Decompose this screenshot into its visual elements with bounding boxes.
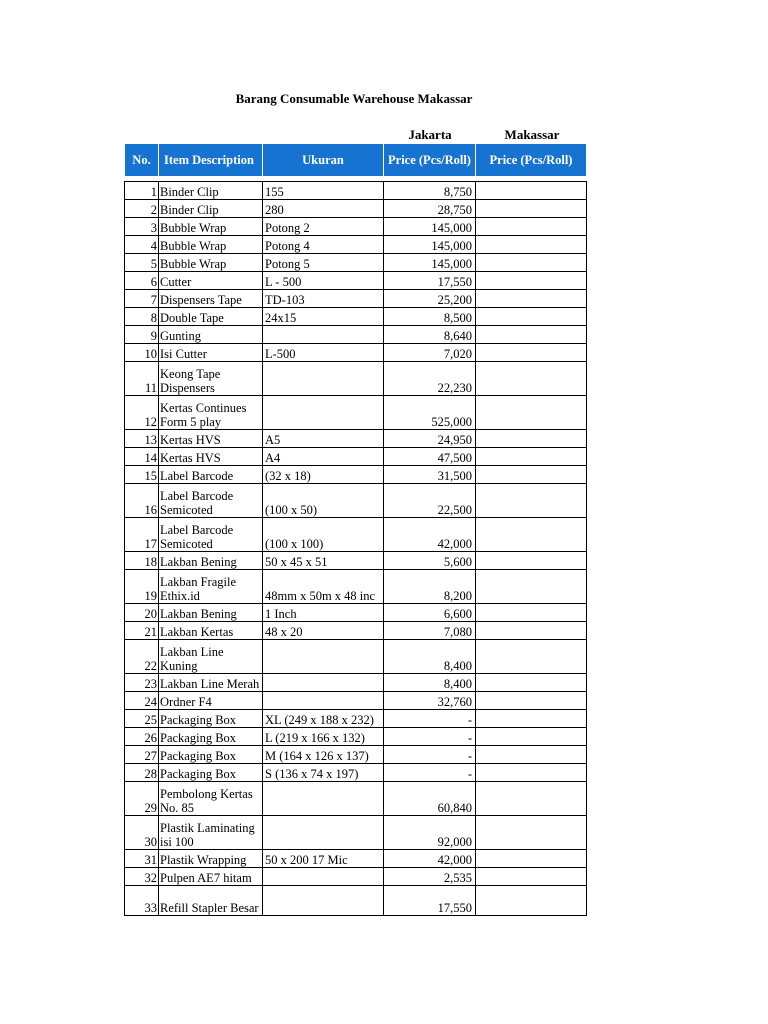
table-row xyxy=(125,272,587,290)
table-row xyxy=(125,326,587,344)
cell-no: 17 xyxy=(125,518,159,552)
cell-no: 6 xyxy=(125,272,159,290)
cell-price-jakarta: - xyxy=(384,710,476,728)
cell-item-description: Lakban Line Kuning xyxy=(159,640,263,674)
cell-no: 8 xyxy=(125,308,159,326)
cell-item-description: Gunting xyxy=(159,326,263,344)
cell-price-jakarta: 8,200 xyxy=(384,570,476,604)
cell-price-makassar xyxy=(476,344,587,362)
cell-price-jakarta: 42,000 xyxy=(384,518,476,552)
cell-price-jakarta: 2,535 xyxy=(384,868,476,886)
cell-price-makassar xyxy=(476,552,587,570)
cell-no: 29 xyxy=(125,782,159,816)
cell-no: 3 xyxy=(125,218,159,236)
cell-price-makassar xyxy=(476,362,587,396)
cell-price-makassar xyxy=(476,728,587,746)
cell-price-jakarta: 6,600 xyxy=(384,604,476,622)
cell-price-jakarta: 24,950 xyxy=(384,430,476,448)
cell-no: 14 xyxy=(125,448,159,466)
cell-item-description: Pembolong Kertas No. 85 xyxy=(159,782,263,816)
cell-no: 10 xyxy=(125,344,159,362)
cell-price-jakarta: 31,500 xyxy=(384,466,476,484)
cell-price-makassar xyxy=(476,886,587,916)
cell-item-description: Binder Clip xyxy=(159,200,263,218)
cell-ukuran: M (164 x 126 x 137) xyxy=(263,746,384,764)
cell-price-makassar xyxy=(476,254,587,272)
cell-price-makassar xyxy=(476,850,587,868)
cell-price-jakarta: 17,550 xyxy=(384,272,476,290)
cell-item-description: Lakban Kertas xyxy=(159,622,263,640)
table-row xyxy=(125,254,587,272)
cell-item-description: Bubble Wrap xyxy=(159,218,263,236)
cell-price-makassar xyxy=(476,218,587,236)
cell-no: 21 xyxy=(125,622,159,640)
cell-item-description: Pulpen AE7 hitam xyxy=(159,868,263,886)
cell-ukuran xyxy=(263,782,384,816)
cell-price-makassar xyxy=(476,200,587,218)
cell-item-description: Label Barcode Semicoted xyxy=(159,518,263,552)
cell-price-makassar xyxy=(476,692,587,710)
cell-price-jakarta: 7,080 xyxy=(384,622,476,640)
cell-item-description: Refill Stapler Besar xyxy=(159,886,263,916)
cell-item-description: Lakban Fragile Ethix.id xyxy=(159,570,263,604)
table-row xyxy=(125,728,587,746)
cell-price-jakarta: 8,400 xyxy=(384,640,476,674)
table-row xyxy=(125,290,587,308)
cell-item-description: Packaging Box xyxy=(159,710,263,728)
cell-item-description: Ordner F4 xyxy=(159,692,263,710)
table-row xyxy=(125,604,587,622)
cell-item-description: Kertas HVS xyxy=(159,430,263,448)
cell-item-description: Kertas Continues Form 5 play xyxy=(159,396,263,430)
cell-item-description: Lakban Line Merah xyxy=(159,674,263,692)
cell-price-jakarta: 17,550 xyxy=(384,886,476,916)
cell-no: 19 xyxy=(125,570,159,604)
cell-no: 33 xyxy=(125,886,159,916)
table-row xyxy=(125,182,587,200)
cell-price-makassar xyxy=(476,448,587,466)
cell-ukuran: Potong 5 xyxy=(263,254,384,272)
cell-item-description: Keong Tape Dispensers xyxy=(159,362,263,396)
table-row xyxy=(125,764,587,782)
cell-ukuran xyxy=(263,396,384,430)
cell-ukuran: 50 x 200 17 Mic xyxy=(263,850,384,868)
cell-ukuran xyxy=(263,362,384,396)
table-header xyxy=(125,144,587,182)
cell-price-makassar xyxy=(476,622,587,640)
cell-ukuran xyxy=(263,640,384,674)
cell-ukuran: 48mm x 50m x 48 inc xyxy=(263,570,384,604)
table-row xyxy=(125,344,587,362)
table-row xyxy=(125,200,587,218)
table-row xyxy=(125,362,587,396)
cell-ukuran: 50 x 45 x 51 xyxy=(263,552,384,570)
table-body xyxy=(125,182,587,916)
cell-price-jakarta: 5,600 xyxy=(384,552,476,570)
cell-no: 26 xyxy=(125,728,159,746)
table-row xyxy=(125,308,587,326)
table-row xyxy=(125,218,587,236)
cell-price-makassar xyxy=(476,430,587,448)
cell-ukuran xyxy=(263,326,384,344)
cell-price-makassar xyxy=(476,710,587,728)
price-table xyxy=(124,143,587,916)
cell-ukuran xyxy=(263,886,384,916)
table-row xyxy=(125,850,587,868)
cell-item-description: Binder Clip xyxy=(159,182,263,200)
cell-no: 27 xyxy=(125,746,159,764)
cell-price-jakarta: 42,000 xyxy=(384,850,476,868)
cell-no: 20 xyxy=(125,604,159,622)
cell-ukuran: 1 Inch xyxy=(263,604,384,622)
cell-ukuran xyxy=(263,816,384,850)
cell-ukuran: TD-103 xyxy=(263,290,384,308)
table-row xyxy=(125,692,587,710)
table-row xyxy=(125,746,587,764)
cell-item-description: Bubble Wrap xyxy=(159,254,263,272)
table-row xyxy=(125,782,587,816)
cell-ukuran: A5 xyxy=(263,430,384,448)
cell-price-makassar xyxy=(476,570,587,604)
region-label-makassar: Makassar xyxy=(504,127,560,142)
cell-price-jakarta: 525,000 xyxy=(384,396,476,430)
cell-no: 9 xyxy=(125,326,159,344)
table-row xyxy=(125,640,587,674)
cell-price-makassar xyxy=(476,746,587,764)
cell-price-jakarta: 7,020 xyxy=(384,344,476,362)
cell-price-makassar xyxy=(476,674,587,692)
cell-no: 25 xyxy=(125,710,159,728)
cell-no: 28 xyxy=(125,764,159,782)
cell-item-description: Cutter xyxy=(159,272,263,290)
cell-price-jakarta: 22,230 xyxy=(384,362,476,396)
cell-item-description: Double Tape xyxy=(159,308,263,326)
cell-price-makassar xyxy=(476,326,587,344)
table-row xyxy=(125,552,587,570)
sheet-title: Barang Consumable Warehouse Makassar xyxy=(235,91,473,106)
cell-price-jakarta: 60,840 xyxy=(384,782,476,816)
cell-price-jakarta: 32,760 xyxy=(384,692,476,710)
table-row xyxy=(125,466,587,484)
cell-item-description: Label Barcode Semicoted xyxy=(159,484,263,518)
column-header-no: No. xyxy=(125,144,159,177)
cell-price-makassar xyxy=(476,466,587,484)
cell-price-jakarta: 8,640 xyxy=(384,326,476,344)
cell-item-description: Isi Cutter xyxy=(159,344,263,362)
cell-item-description: Dispensers Tape xyxy=(159,290,263,308)
cell-price-jakarta: 8,750 xyxy=(384,182,476,200)
cell-ukuran: S (136 x 74 x 197) xyxy=(263,764,384,782)
cell-ukuran: 280 xyxy=(263,200,384,218)
cell-price-jakarta: 47,500 xyxy=(384,448,476,466)
column-header-ukuran: Ukuran xyxy=(263,144,384,177)
cell-item-description: Lakban Bening xyxy=(159,552,263,570)
cell-price-jakarta: - xyxy=(384,746,476,764)
cell-item-description: Packaging Box xyxy=(159,728,263,746)
cell-price-jakarta: 145,000 xyxy=(384,218,476,236)
cell-ukuran: (32 x 18) xyxy=(263,466,384,484)
table-row xyxy=(125,868,587,886)
cell-item-description: Label Barcode xyxy=(159,466,263,484)
cell-no: 2 xyxy=(125,200,159,218)
cell-ukuran xyxy=(263,674,384,692)
cell-price-jakarta: 92,000 xyxy=(384,816,476,850)
cell-price-jakarta: 8,400 xyxy=(384,674,476,692)
cell-item-description: Kertas HVS xyxy=(159,448,263,466)
cell-no: 15 xyxy=(125,466,159,484)
table-row xyxy=(125,396,587,430)
cell-price-makassar xyxy=(476,640,587,674)
column-header-price-jakarta: Price (Pcs/Roll) xyxy=(384,144,476,177)
cell-price-makassar xyxy=(476,782,587,816)
cell-ukuran: (100 x 100) xyxy=(263,518,384,552)
cell-price-jakarta: - xyxy=(384,764,476,782)
cell-price-makassar xyxy=(476,290,587,308)
table-row xyxy=(125,886,587,916)
cell-no: 4 xyxy=(125,236,159,254)
cell-ukuran: XL (249 x 188 x 232) xyxy=(263,710,384,728)
cell-no: 13 xyxy=(125,430,159,448)
cell-no: 30 xyxy=(125,816,159,850)
cell-ukuran: 24x15 xyxy=(263,308,384,326)
cell-ukuran: 155 xyxy=(263,182,384,200)
cell-no: 24 xyxy=(125,692,159,710)
cell-ukuran: L-500 xyxy=(263,344,384,362)
cell-no: 32 xyxy=(125,868,159,886)
cell-no: 18 xyxy=(125,552,159,570)
cell-no: 31 xyxy=(125,850,159,868)
cell-price-makassar xyxy=(476,518,587,552)
cell-item-description: Packaging Box xyxy=(159,764,263,782)
table-row xyxy=(125,518,587,552)
cell-no: 22 xyxy=(125,640,159,674)
cell-no: 12 xyxy=(125,396,159,430)
cell-price-jakarta: 145,000 xyxy=(384,236,476,254)
cell-price-makassar xyxy=(476,182,587,200)
cell-ukuran xyxy=(263,868,384,886)
cell-price-jakarta: - xyxy=(384,728,476,746)
cell-price-makassar xyxy=(476,236,587,254)
cell-price-jakarta: 25,200 xyxy=(384,290,476,308)
cell-ukuran: 48 x 20 xyxy=(263,622,384,640)
table-row xyxy=(125,710,587,728)
table-row xyxy=(125,816,587,850)
cell-ukuran: (100 x 50) xyxy=(263,484,384,518)
table-row xyxy=(125,430,587,448)
cell-price-jakarta: 8,500 xyxy=(384,308,476,326)
table-row xyxy=(125,674,587,692)
cell-no: 23 xyxy=(125,674,159,692)
cell-ukuran xyxy=(263,692,384,710)
cell-ukuran: Potong 4 xyxy=(263,236,384,254)
region-label-jakarta: Jakarta xyxy=(408,127,452,142)
cell-ukuran: L - 500 xyxy=(263,272,384,290)
cell-price-makassar xyxy=(476,764,587,782)
cell-no: 7 xyxy=(125,290,159,308)
column-header-item-description: Item Description xyxy=(159,144,263,177)
table-row xyxy=(125,570,587,604)
cell-price-makassar xyxy=(476,308,587,326)
cell-item-description: Plastik Wrapping xyxy=(159,850,263,868)
cell-ukuran: L (219 x 166 x 132) xyxy=(263,728,384,746)
cell-price-makassar xyxy=(476,604,587,622)
cell-price-jakarta: 145,000 xyxy=(384,254,476,272)
cell-price-makassar xyxy=(476,816,587,850)
cell-item-description: Plastik Laminating isi 100 xyxy=(159,816,263,850)
cell-item-description: Packaging Box xyxy=(159,746,263,764)
table-row xyxy=(125,236,587,254)
cell-no: 16 xyxy=(125,484,159,518)
cell-item-description: Bubble Wrap xyxy=(159,236,263,254)
table-row xyxy=(125,448,587,466)
cell-ukuran: Potong 2 xyxy=(263,218,384,236)
cell-ukuran: A4 xyxy=(263,448,384,466)
cell-price-makassar xyxy=(476,396,587,430)
cell-item-description: Lakban Bening xyxy=(159,604,263,622)
cell-no: 5 xyxy=(125,254,159,272)
cell-no: 1 xyxy=(125,182,159,200)
cell-price-jakarta: 22,500 xyxy=(384,484,476,518)
column-header-price-makassar: Price (Pcs/Roll) xyxy=(476,144,587,177)
cell-no: 11 xyxy=(125,362,159,396)
table-row xyxy=(125,622,587,640)
cell-price-makassar xyxy=(476,484,587,518)
cell-price-jakarta: 28,750 xyxy=(384,200,476,218)
cell-price-makassar xyxy=(476,272,587,290)
table-row xyxy=(125,484,587,518)
cell-price-makassar xyxy=(476,868,587,886)
